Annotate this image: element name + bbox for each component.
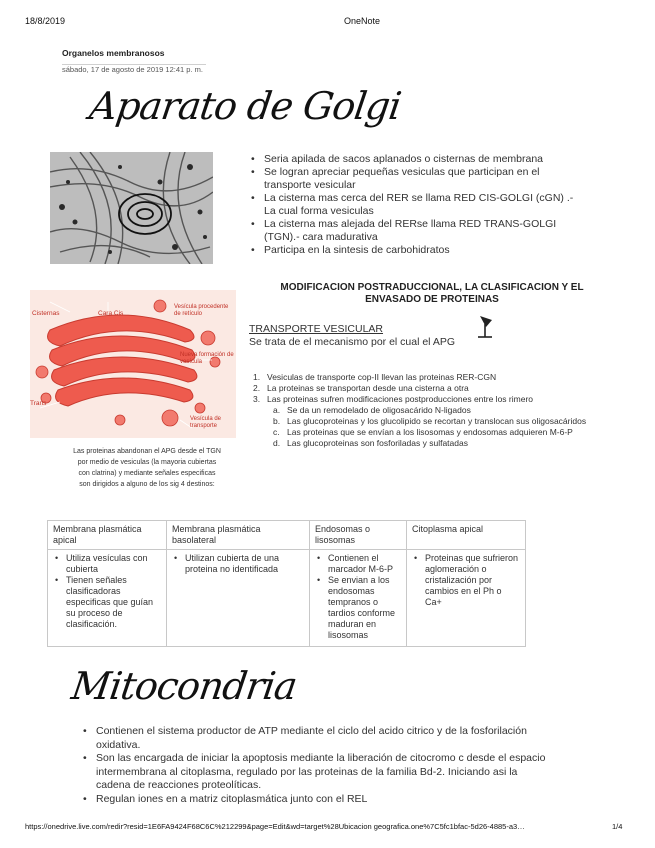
golgi-bullets [248, 153, 578, 257]
item-letter: a. [273, 405, 281, 415]
label-vesicula-transporte: Vesícula de transporte [190, 416, 222, 429]
section-title: MODIFICACION POSTRADUCCIONAL, LA CLASIFICACION Y EL ENVASADO DE PROTEINAS [280, 282, 584, 305]
diagram-caption: Las proteinas abandonan el APG desde el TGN por medio de vesiculas (la mayoria cubiertas con clatrina) y mediante señales especificas son dirigidos a alguno de los sig 4 destinos: [73, 448, 221, 488]
numbered-list [253, 372, 613, 449]
golgi-bullet: • Seria apilada de sacos aplanados o cisternas de membrana [264, 153, 578, 166]
item-number: 1. [253, 372, 261, 382]
mito-bullet: • Son las encargada de iniciar la apoptosis mediante la liberación de citocromo c desde el espacio intermembrana al citoplasma, regulado por las proteinas de la familia Bd-2. Iniciando asi la cadena de reacciones proteolíticas. [96, 752, 550, 793]
item-text: Vesiculas de transporte cop-II llevan las proteinas RER-CGN [267, 372, 497, 382]
transport-description: Se trata de el mecanismo por el cual el APG [249, 336, 456, 348]
cell-bullet: • Contienen el marcador M-6-P [328, 553, 401, 575]
sub-item [273, 416, 603, 427]
table-cell [310, 550, 407, 647]
item-text: Las proteinas que se envían a los lisosomas y endosomas adquieren M-6-P [287, 427, 573, 437]
label-trans: Trans [30, 400, 47, 407]
item-text: Las glucoproteinas son fosforiladas y sulfatadas [287, 438, 468, 448]
numbered-item [253, 394, 613, 405]
mito-bullets [80, 725, 550, 806]
item-number: 3. [253, 394, 261, 404]
page-number: 1/4 [612, 822, 623, 831]
item-number: 2. [253, 383, 261, 393]
item-letter: d. [273, 438, 281, 448]
golgi-micrograph-svg [50, 152, 213, 264]
item-letter: b. [273, 416, 281, 426]
item-text: Se da un remodelado de oligosacárido N-ligados [287, 405, 471, 415]
golgi-bullet: • La cisterna mas alejada del RERse llama RED TRANS-GOLGI (TGN).- cara madurativa [264, 218, 578, 244]
numbered-item [253, 372, 613, 383]
note-title[interactable]: Organelos membranosos [62, 48, 165, 58]
numbered-item [253, 383, 613, 394]
flag-icon [474, 314, 496, 340]
table-header: Endosomas o lisosomas [310, 521, 407, 550]
golgi-micrograph-image [50, 152, 213, 264]
golgi-bullet: • Participa en la sintesis de carbohidratos [264, 244, 578, 257]
note-timestamp: sábado, 17 de agosto de 2019 12:41 p. m. [62, 65, 203, 74]
app-title: OneNote [344, 16, 381, 26]
note-title-block[interactable] [62, 43, 206, 65]
cell-bullet: • Utilizan cubierta de una proteina no identificada [185, 553, 304, 575]
label-vesicula-procedente: Vesícula procedente de retículo [174, 304, 229, 317]
cell-bullet: • Utiliza vesículas con cubierta [66, 553, 161, 575]
sub-item [273, 438, 603, 449]
item-text: La proteinas se transportan desde una cisterna a otra [267, 383, 469, 393]
item-text: Las glucoproteinas y los glucolipido se recortan y translocan sus oligosacáridos [287, 416, 587, 426]
cell-bullet: • Proteinas que sufrieron aglomeración o cristalización por cambios en el Ph o Ca+ [425, 553, 520, 608]
label-cisternas: Cisternas [32, 310, 60, 317]
mito-bullet: • Regulan iones en a matriz citoplasmática junto con el REL [96, 793, 550, 807]
golgi-heading: Aparato de Golgi [86, 84, 404, 128]
golgi-bullet: • La cisterna mas cerca del RER se llama RED CIS-GOLGI (cGN) .- La cual forma vesiculas [264, 192, 578, 218]
table-row [48, 550, 526, 647]
table-cell [48, 550, 167, 647]
destinations-table [47, 520, 526, 647]
print-date: 18/8/2019 [25, 16, 66, 26]
table-cell [167, 550, 310, 647]
table-header: Membrana plasmática basolateral [167, 521, 310, 550]
table-cell [407, 550, 526, 647]
sub-item [273, 427, 603, 438]
transport-heading: TRANSPORTE VESICULAR [249, 323, 384, 335]
mito-bullet: • Contienen el sistema productor de ATP mediante el ciclo del acido citrico y de la fosforilación oxidativa. [96, 725, 550, 752]
table-header: Membrana plasmática apical [48, 521, 167, 550]
sub-item [273, 405, 603, 416]
footer-url[interactable]: https://onedrive.live.com/redir?resid=1E6FA9424F68C6C%212299&page=Edit&wd=target%28Ubicacion geografica.one%7C5fc1bfac-5d26-4885-a3… [25, 822, 525, 831]
golgi-bullet: • Se logran apreciar pequeñas vesiculas que participan en el transporte vesicular [264, 166, 578, 192]
label-cara-cis: Cara Cis [98, 310, 124, 317]
table-header-row [48, 521, 526, 550]
item-letter: c. [273, 427, 280, 437]
table-header: Citoplasma apical [407, 521, 526, 550]
mito-heading: Mitocondria [68, 664, 300, 708]
cell-bullet: • Tienen señales clasificadoras especificas que guían su proceso de clasificación. [66, 575, 161, 630]
golgi-diagram [30, 290, 236, 438]
label-nueva-vesicula: Nueva formación de vesícula [180, 352, 234, 365]
item-text: Las proteinas sufren modificaciones postproducciones entre los rimero [267, 394, 533, 404]
cell-bullet: • Se envian a los endosomas tempranos o tardios conforme maduran en lisosomas [328, 575, 401, 641]
